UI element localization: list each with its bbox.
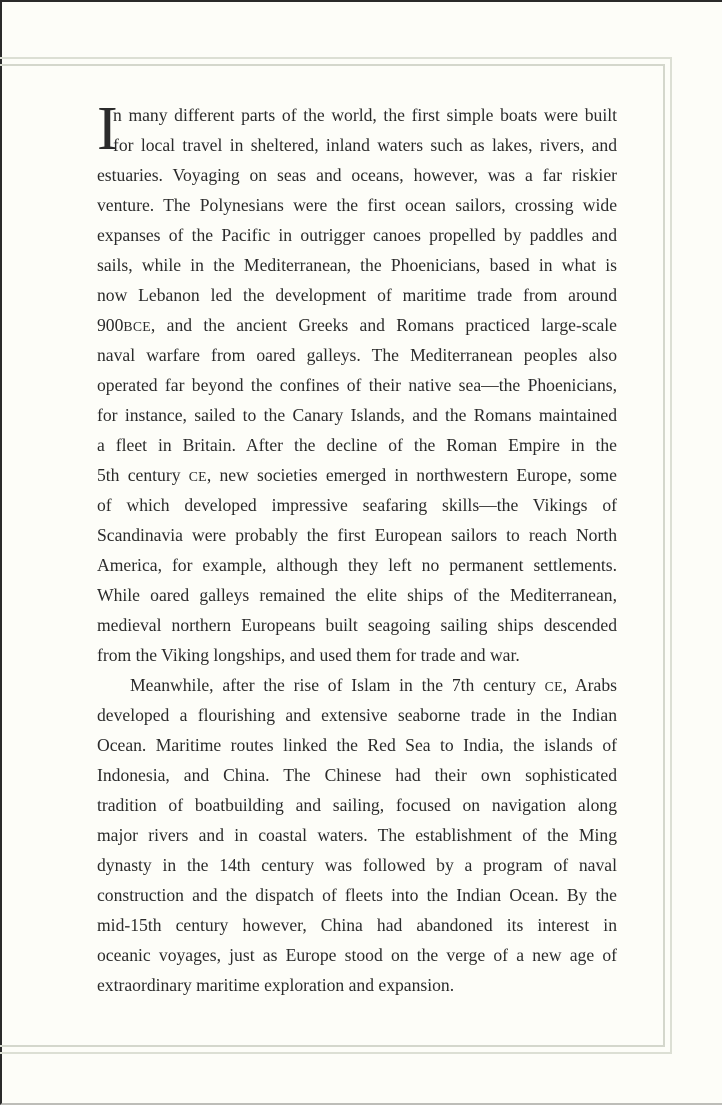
text-line: major rivers and in coastal waters. The establishment of the Ming xyxy=(97,825,617,845)
text-line: venture. The Polynesians were the first ocean sailors, crossing wide xyxy=(97,195,617,215)
drop-cap: I xyxy=(97,95,118,163)
text-line: naval warfare from oared galleys. The Mediterranean peoples also xyxy=(97,345,617,365)
text-line: n many different parts of the world, the first simple boats were built xyxy=(113,105,617,125)
text-line: expanses of the Pacific in outrigger canoes propelled by paddles and xyxy=(97,225,617,245)
text-line: construction and the dispatch of fleets into the Indian Ocean. By the xyxy=(97,885,617,905)
text-segment: , Arabs xyxy=(562,675,617,695)
text-line: dynasty in the 14th century was followed by a program of naval xyxy=(97,855,617,875)
text-line: of which developed impressive seafaring skills—the Vikings of xyxy=(97,495,617,515)
text-segment: 900 xyxy=(97,315,124,335)
text-line: extraordinary maritime exploration and expansion. xyxy=(97,975,455,995)
text-line: operated far beyond the confines of their native sea—the Phoenicians, xyxy=(97,375,617,395)
text-line: developed a flourishing and extensive seaborne trade in the Indian xyxy=(97,705,617,725)
text-segment: 5th century xyxy=(97,465,181,485)
text-line: a fleet in Britain. After the decline of the Roman Empire in the xyxy=(97,435,617,455)
text-segment: Meanwhile, after the rise of Islam in the 7th century xyxy=(130,675,536,695)
text-line: for local travel in sheltered, inland waters such as lakes, rivers, and xyxy=(113,135,617,155)
small-caps-era: CE xyxy=(188,469,207,484)
text-line: medieval northern Europeans built seagoing sailing ships descended xyxy=(97,615,617,635)
text-segment: , and the ancient Greeks and Romans practiced large-scale xyxy=(150,315,617,335)
text-line: America, for example, although they left no permanent settlements. xyxy=(97,555,617,575)
paragraph-2 xyxy=(97,670,617,1000)
small-caps-era: BCE xyxy=(123,319,151,334)
text-line: While oared galleys remained the elite ships of the Mediterranean, xyxy=(97,585,617,605)
text-line: Ocean. Maritime routes linked the Red Sea to India, the islands of xyxy=(97,735,617,755)
text-line xyxy=(97,670,617,700)
paragraph-1 xyxy=(97,95,617,670)
text-line: estuaries. Voyaging on seas and oceans, however, was a far riskier xyxy=(97,165,617,185)
text-line: now Lebanon led the development of maritime trade from around xyxy=(97,285,617,305)
text-line: sails, while in the Mediterranean, the Phoenicians, based in what is xyxy=(97,255,617,275)
text-line xyxy=(97,310,617,340)
text-line: oceanic voyages, just as Europe stood on the verge of a new age of xyxy=(97,945,617,965)
text-line: from the Viking longships, and used them for trade and war. xyxy=(97,645,520,665)
small-caps-era: CE xyxy=(544,679,563,694)
text-line: for instance, sailed to the Canary Islands, and the Romans maintained xyxy=(97,405,617,425)
body-text xyxy=(97,95,617,1000)
text-line: mid-15th century however, China had abandoned its interest in xyxy=(97,915,617,935)
text-segment: , new societies emerged in northwestern Europe, some xyxy=(206,465,617,485)
text-line: Indonesia, and China. The Chinese had their own sophisticated xyxy=(97,765,617,785)
text-line: tradition of boatbuilding and sailing, focused on navigation along xyxy=(97,795,617,815)
text-line: Scandinavia were probably the first European sailors to reach North xyxy=(97,525,617,545)
text-line xyxy=(97,460,617,490)
